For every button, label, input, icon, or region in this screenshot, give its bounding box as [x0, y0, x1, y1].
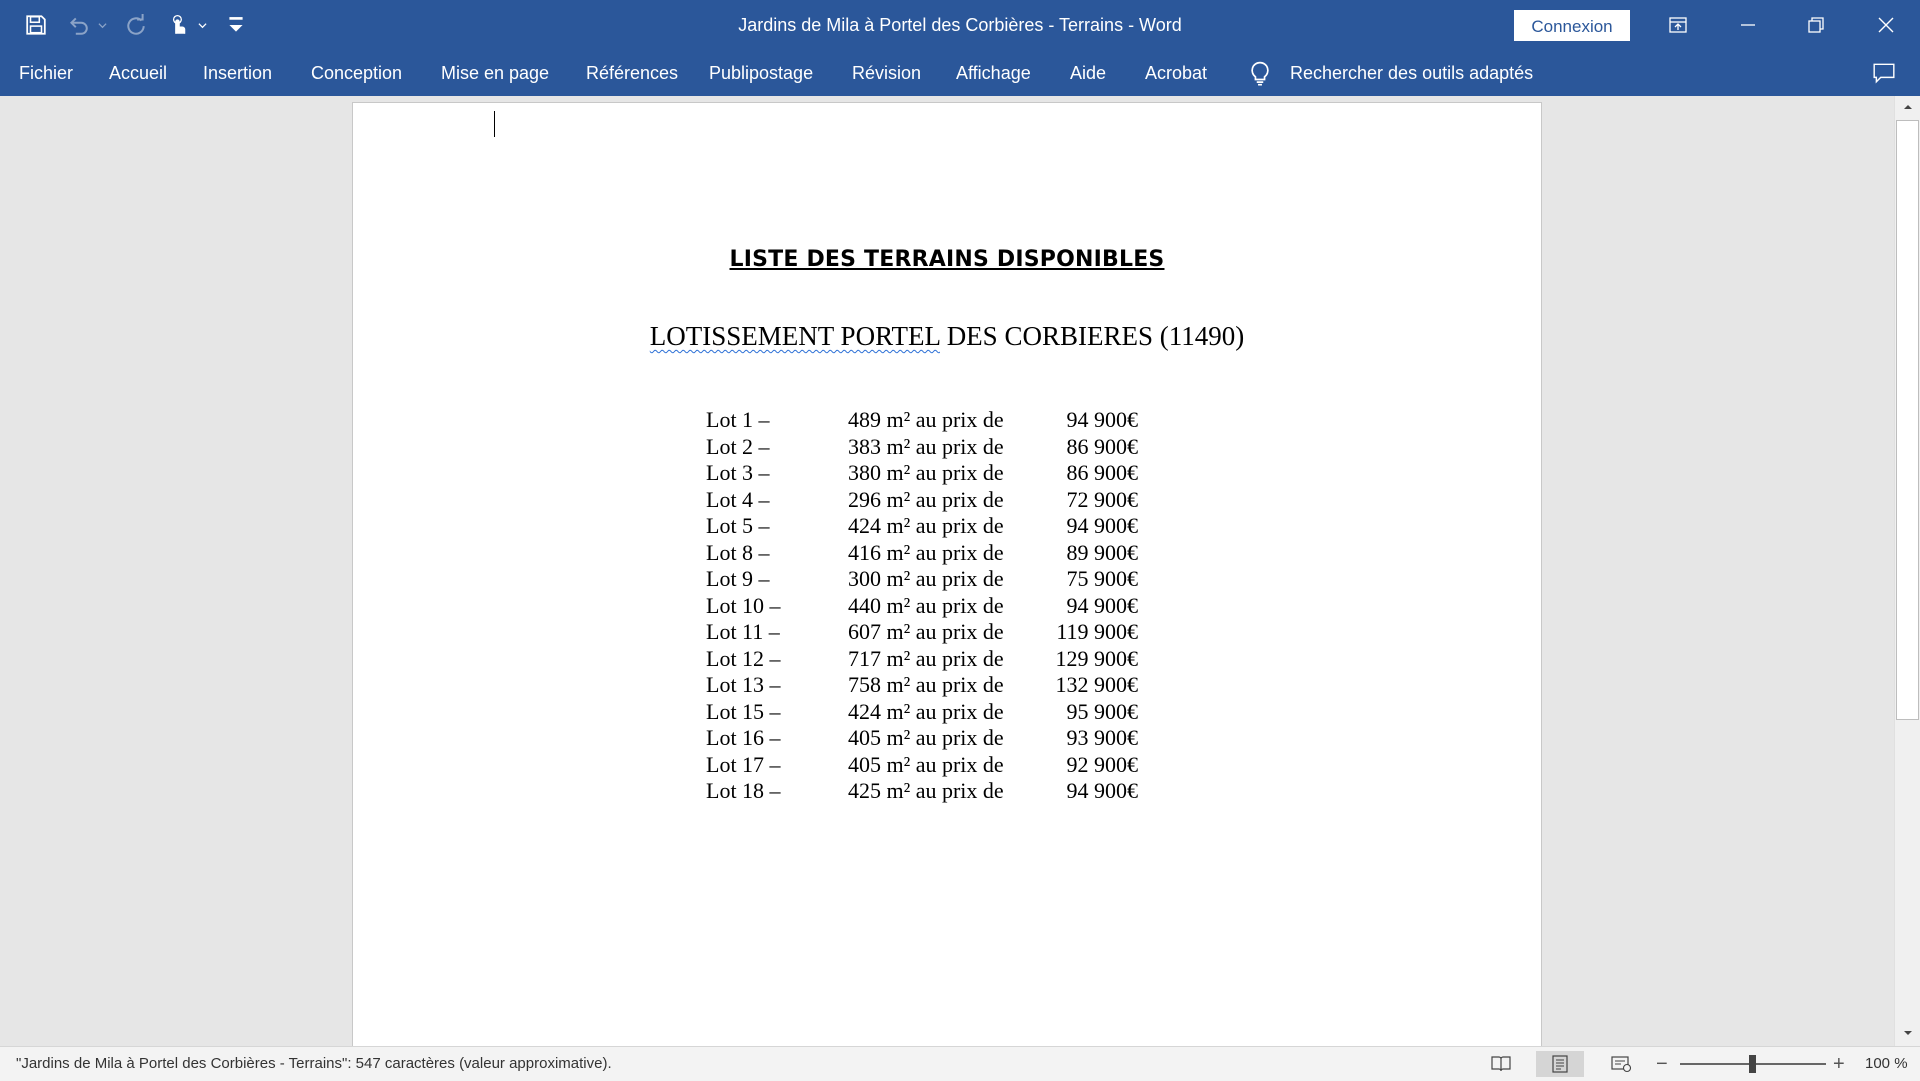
- tab-references[interactable]: Références: [586, 63, 679, 83]
- lot-price: 119 900€: [1056, 619, 1138, 644]
- undo-dropdown-icon[interactable]: [96, 11, 108, 39]
- minimize-icon[interactable]: [1720, 0, 1776, 50]
- window-title: Jardins de Mila à Portel des Corbières - Terrains - Word: [738, 15, 1182, 35]
- vertical-scrollbar[interactable]: [1894, 96, 1920, 1046]
- lot-price: 93 900€: [1066, 725, 1138, 750]
- lot-price: 94 900€: [1066, 592, 1138, 618]
- lot-row: [706, 593, 1306, 620]
- zoom-in-button[interactable]: +: [1833, 1053, 1845, 1075]
- document-canvas: [0, 96, 1894, 1046]
- lot-area: 440 m² au prix de: [848, 592, 1004, 618]
- lot-row: [706, 672, 1306, 699]
- tab-affichage[interactable]: Affichage: [956, 63, 1031, 83]
- character-count[interactable]: "Jardins de Mila à Portel des Corbières - Terrains": 547 caractères (valeur approximative).: [16, 1055, 612, 1072]
- lot-row: [706, 540, 1306, 567]
- lot-price: 86 900€: [1066, 433, 1138, 459]
- connexion-button[interactable]: Connexion: [1514, 10, 1630, 41]
- print-layout-icon[interactable]: [1536, 1051, 1584, 1077]
- lots-list: [706, 407, 1306, 805]
- tab-insertion[interactable]: Insertion: [203, 63, 273, 83]
- document-title: LISTE DES TERRAINS DISPONIBLES: [729, 247, 1165, 272]
- tab-mise-en-page[interactable]: Mise en page: [441, 63, 550, 83]
- save-icon[interactable]: [22, 11, 50, 39]
- lot-label: Lot 1 –: [706, 407, 770, 432]
- lot-label: Lot 16 –: [706, 725, 781, 750]
- lot-label: Lot 2 –: [706, 433, 770, 459]
- status-bar: [0, 1046, 1920, 1081]
- lot-label: Lot 10 –: [706, 592, 781, 618]
- lot-label: Lot 8 –: [706, 539, 770, 565]
- restore-icon[interactable]: [1788, 0, 1844, 50]
- comments-icon[interactable]: [1872, 62, 1896, 84]
- ribbon-tabs: [0, 50, 1920, 96]
- lightbulb-icon[interactable]: [1247, 60, 1273, 86]
- read-mode-icon[interactable]: [1477, 1051, 1525, 1077]
- ribbon-display-options-icon[interactable]: [1650, 0, 1706, 50]
- lot-row: [706, 725, 1306, 752]
- lot-area: 489 m² au prix de: [848, 407, 1004, 432]
- lot-label: Lot 18 –: [706, 778, 781, 803]
- web-layout-icon[interactable]: [1597, 1051, 1645, 1077]
- lot-row: [706, 566, 1306, 593]
- lot-price: 94 900€: [1066, 513, 1138, 538]
- document-subtitle: [353, 321, 1541, 352]
- lot-label: Lot 4 –: [706, 486, 770, 512]
- tab-aide[interactable]: Aide: [1070, 63, 1107, 83]
- lot-price: 92 900€: [1066, 751, 1138, 777]
- lot-area: 607 m² au prix de: [848, 619, 1004, 644]
- tab-publipostage[interactable]: Publipostage: [709, 63, 814, 83]
- lot-label: Lot 9 –: [706, 566, 770, 591]
- lot-area: 416 m² au prix de: [848, 539, 1004, 565]
- lot-label: Lot 11 –: [706, 619, 780, 644]
- lot-price: 72 900€: [1066, 486, 1138, 512]
- lot-row: [706, 460, 1306, 487]
- scroll-down-icon[interactable]: [1895, 1022, 1920, 1044]
- lot-row: [706, 407, 1306, 434]
- lot-area: 300 m² au prix de: [848, 566, 1004, 591]
- lot-row: [706, 778, 1306, 805]
- subtitle-rest: DES CORBIERES (11490): [939, 321, 1245, 351]
- lot-row: [706, 619, 1306, 646]
- lot-area: 296 m² au prix de: [848, 486, 1004, 512]
- touch-mode-dropdown-icon[interactable]: [196, 11, 208, 39]
- scroll-up-icon[interactable]: [1895, 96, 1920, 118]
- lot-row: [706, 646, 1306, 673]
- touch-mode-icon[interactable]: [164, 11, 192, 39]
- lot-row: [706, 699, 1306, 726]
- lot-label: Lot 12 –: [706, 645, 781, 671]
- close-icon[interactable]: [1858, 0, 1914, 50]
- zoom-slider-thumb[interactable]: [1749, 1055, 1756, 1073]
- lot-label: Lot 15 –: [706, 698, 781, 724]
- lot-label: Lot 13 –: [706, 672, 781, 697]
- lot-row: [706, 434, 1306, 461]
- lot-price: 129 900€: [1055, 645, 1138, 671]
- quick-access-toolbar: [22, 0, 250, 50]
- tab-accueil[interactable]: Accueil: [109, 63, 168, 83]
- scrollbar-thumb[interactable]: [1896, 120, 1919, 720]
- lot-area: 424 m² au prix de: [848, 513, 1004, 538]
- lot-price: 132 900€: [1055, 672, 1138, 697]
- lot-price: 94 900€: [1066, 778, 1138, 803]
- search-tools-field[interactable]: Rechercher des outils adaptés: [1290, 63, 1534, 83]
- lot-label: Lot 5 –: [706, 513, 770, 538]
- lot-row: [706, 513, 1306, 540]
- lot-label: Lot 3 –: [706, 460, 770, 485]
- tab-fichier[interactable]: Fichier: [19, 63, 74, 83]
- lot-price: 86 900€: [1066, 460, 1138, 485]
- tab-revision[interactable]: Révision: [852, 63, 922, 83]
- title-bar: [0, 0, 1920, 50]
- text-cursor: [494, 111, 495, 137]
- lot-area: 405 m² au prix de: [848, 725, 1004, 750]
- zoom-level[interactable]: 100 %: [1865, 1055, 1908, 1072]
- redo-icon[interactable]: [122, 11, 150, 39]
- lot-area: 425 m² au prix de: [848, 778, 1004, 803]
- lot-row: [706, 487, 1306, 514]
- lot-price: 95 900€: [1066, 698, 1138, 724]
- spellcheck-word[interactable]: LOTISSEMENT PORTEL: [649, 321, 940, 351]
- lot-price: 94 900€: [1066, 407, 1138, 432]
- customize-qat-icon[interactable]: [222, 11, 250, 39]
- lot-area: 383 m² au prix de: [848, 433, 1004, 459]
- lot-label: Lot 17 –: [706, 751, 781, 777]
- lot-area: 405 m² au prix de: [848, 751, 1004, 777]
- lot-area: 424 m² au prix de: [848, 698, 1004, 724]
- lot-price: 89 900€: [1066, 539, 1138, 565]
- undo-icon[interactable]: [64, 11, 92, 39]
- lot-area: 758 m² au prix de: [848, 672, 1004, 697]
- lot-area: 717 m² au prix de: [848, 645, 1004, 671]
- tab-conception[interactable]: Conception: [311, 63, 403, 83]
- tab-acrobat[interactable]: Acrobat: [1145, 63, 1208, 83]
- lot-price: 75 900€: [1066, 566, 1138, 591]
- lot-row: [706, 752, 1306, 779]
- lot-area: 380 m² au prix de: [848, 460, 1004, 485]
- zoom-out-button[interactable]: −: [1656, 1053, 1668, 1075]
- document-page[interactable]: [352, 102, 1542, 1046]
